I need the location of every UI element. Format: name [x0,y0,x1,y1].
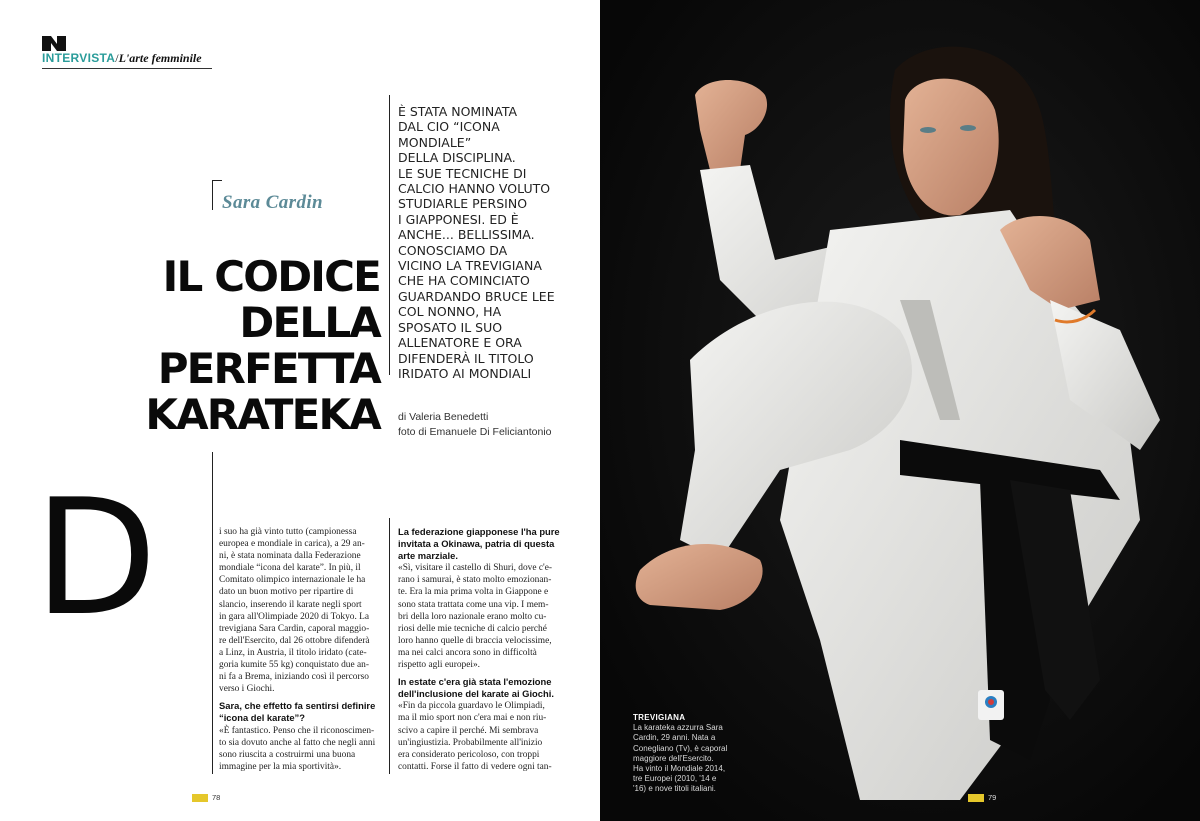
deck-line: STUDIARLE PERSINO [398,196,528,212]
drop-cap: D [34,464,154,651]
body-line: in gara all'Olimpiade 2020 di Tokyo. La [219,611,370,622]
folio-logo-icon [192,794,208,802]
interview-question: dell'inclusione del karate ai Giochi. [398,688,554,700]
deck-line: I GIAPPONESI. ED È [398,211,519,227]
deck-line: CALCIO HANNO VOLUTO [398,181,551,197]
body-line: mondiale “icona del karate”. In più, il [219,563,361,574]
byline [398,410,552,440]
interview-question: arte marziale. [398,550,458,562]
caption-line: Conegliano (Tv), è caporal [633,743,728,753]
interview-answer-line: scivo a capire il perché. Mi sembrava [398,725,539,736]
interview-answer-line: riosi delle mie tecniche di calcio perché [398,623,547,634]
page-number: 79 [988,793,997,802]
section-kicker: INTERVISTA [42,51,116,65]
caption-line: Cardin, 29 anni. Nata a [633,733,716,743]
interview-answer-line: to sia dovuto anche al fatto che negli anni [219,737,376,748]
interview-question: In estate c'era già stata l'emozione [398,676,552,688]
headline-line: PERFETTA [157,344,380,393]
body-column-1 [219,526,387,773]
interview-answer-line: rano i samurai, è stato molto emozionan- [398,575,552,586]
deck-line: IRIDATO AI MONDIALI [398,365,532,381]
section-rule [42,68,212,69]
interview-answer-line: loro hanno quelle di braccia velocissime, [398,635,552,646]
deck-line: ALLENATORE E ORA [398,335,522,351]
interview-question: Sara, che effetto fa sentirsi definire [219,700,376,712]
body-line: re dell'Esercito, dal 26 ottobre difenderà [219,635,370,646]
caption-line: La karateka azzurra Sara [633,723,723,733]
interview-answer-line: contatti. Forse il fatto di vedere ogni tan- [398,761,552,772]
magazine-logo-icon [42,36,66,51]
interview-question: “icona del karate”? [219,712,305,724]
photo-caption [633,713,763,795]
deck-line: LE SUE TECNICHE DI [398,165,527,181]
column-rule-left [212,452,213,774]
deck-line: DAL CIO “ICONA [398,119,500,135]
interview-answer-line: «Fin da piccola guardavo le Olimpiadi, [398,701,545,712]
deck-line: DIFENDERÀ IL TITOLO [398,350,534,366]
name-rule-top [212,180,222,181]
deck-line: CHE HA COMINCIATO [398,273,530,289]
caption-line: Ha vinto il Mondiale 2014, [633,764,726,774]
interviewee-name: Sara Cardin [222,192,324,213]
interview-question: invitata a Okinawa, patria di questa [398,538,555,550]
deck-line: MONDIALE” [398,134,472,150]
interview-answer-line: ma il mio sport non c'era mai e non riu- [398,713,547,724]
headline-line: KARATEKA [145,390,380,439]
deck-line: CONOSCIAMO DA [398,242,508,258]
body-line: ni fa a Brema, iniziando così il percorso [219,672,369,683]
body-line: Comitato olimpico internazionale le ha [219,575,366,586]
headline-line: DELLA [239,298,380,347]
page-number: 78 [212,793,221,802]
interview-answer-line: bri della loro nazionale erano molto cu- [398,611,547,622]
deck-line: VICINO LA TREVIGIANA [398,258,542,274]
column-rule-middle [389,518,390,774]
interview-answer-line: te. Era la mia prima volta in Giappone e [398,587,549,598]
byline-author: di Valeria Benedetti [398,411,489,423]
body-line: a Linz, in Austria, il titolo iridato (cate- [219,647,367,658]
caption-line: tre Europei (2010, '14 e [633,774,717,784]
karateka-photo [600,0,1200,821]
deck-line: DELLA DISCIPLINA. [398,150,516,166]
section-label [42,51,202,66]
body-line: dato un buon motivo per ripartire di [219,587,354,598]
deck-line: È STATA NOMINATA [398,104,518,119]
deck-line: SPOSATO IL SUO [398,319,503,335]
deck-line: GUARDANDO BRUCE LEE [398,288,555,304]
interview-answer-line: rispetto agli europei». [398,660,481,671]
deck-line: ANCHE... BELLISSIMA. [398,227,535,243]
body-line: verso i Giochi. [219,684,275,695]
interview-answer-line: sono stata trattata come una vip. I mem- [398,599,549,610]
interview-answer-line: «È fantastico. Penso che il riconoscimen- [219,725,375,736]
deck [398,104,568,381]
deck-line: COL NONNO, HA [398,304,502,320]
caption-title: TREVIGIANA [633,713,686,722]
right-page [600,0,1200,821]
interview-answer-line: sono riuscita a costruirmi una buona [219,749,356,760]
interview-question: La federazione giapponese l'ha pure [398,526,560,537]
interview-answer-line: «Sì, visitare il castello di Shuri, dove c'e- [398,563,553,574]
headline [20,254,380,438]
caption-line: '16) e nove titoli italiani. [633,784,716,794]
deck-rule [389,95,390,375]
body-line: slancio, inserendo il karate negli sport [219,599,362,610]
byline-photographer: foto di Emanuele Di Feliciantonio [398,426,552,438]
interview-answer-line: ma nei calci ancora sono in difficoltà [398,647,537,658]
caption-line: maggiore dell'Esercito. [633,753,714,763]
body-line: goria kumite 55 kg) conquistato due an- [219,660,369,671]
body-column-2 [398,526,568,773]
folio-logo-icon [968,794,984,802]
headline-line: IL CODICE [162,252,380,301]
section-topic: L'arte femminile [118,51,202,65]
interview-answer-line: era considerato pericoloso, con troppi [398,749,540,760]
name-rule-vertical [212,180,213,210]
body-line: trevigiana Sara Cardin, caporal maggio- [219,623,370,634]
interview-answer-line: immagine per la mia sportività». [219,761,342,772]
body-line: ni, è stata nominata dalla Federazione [219,551,361,562]
section-separator: / [115,51,119,65]
interview-answer-line: un'ingiustizia. Probabilmente all'inizio [398,737,543,748]
body-line: europea e mondiale in carica), a 29 an- [219,539,365,550]
body-line: i suo ha già vinto tutto (campionessa [219,527,357,537]
